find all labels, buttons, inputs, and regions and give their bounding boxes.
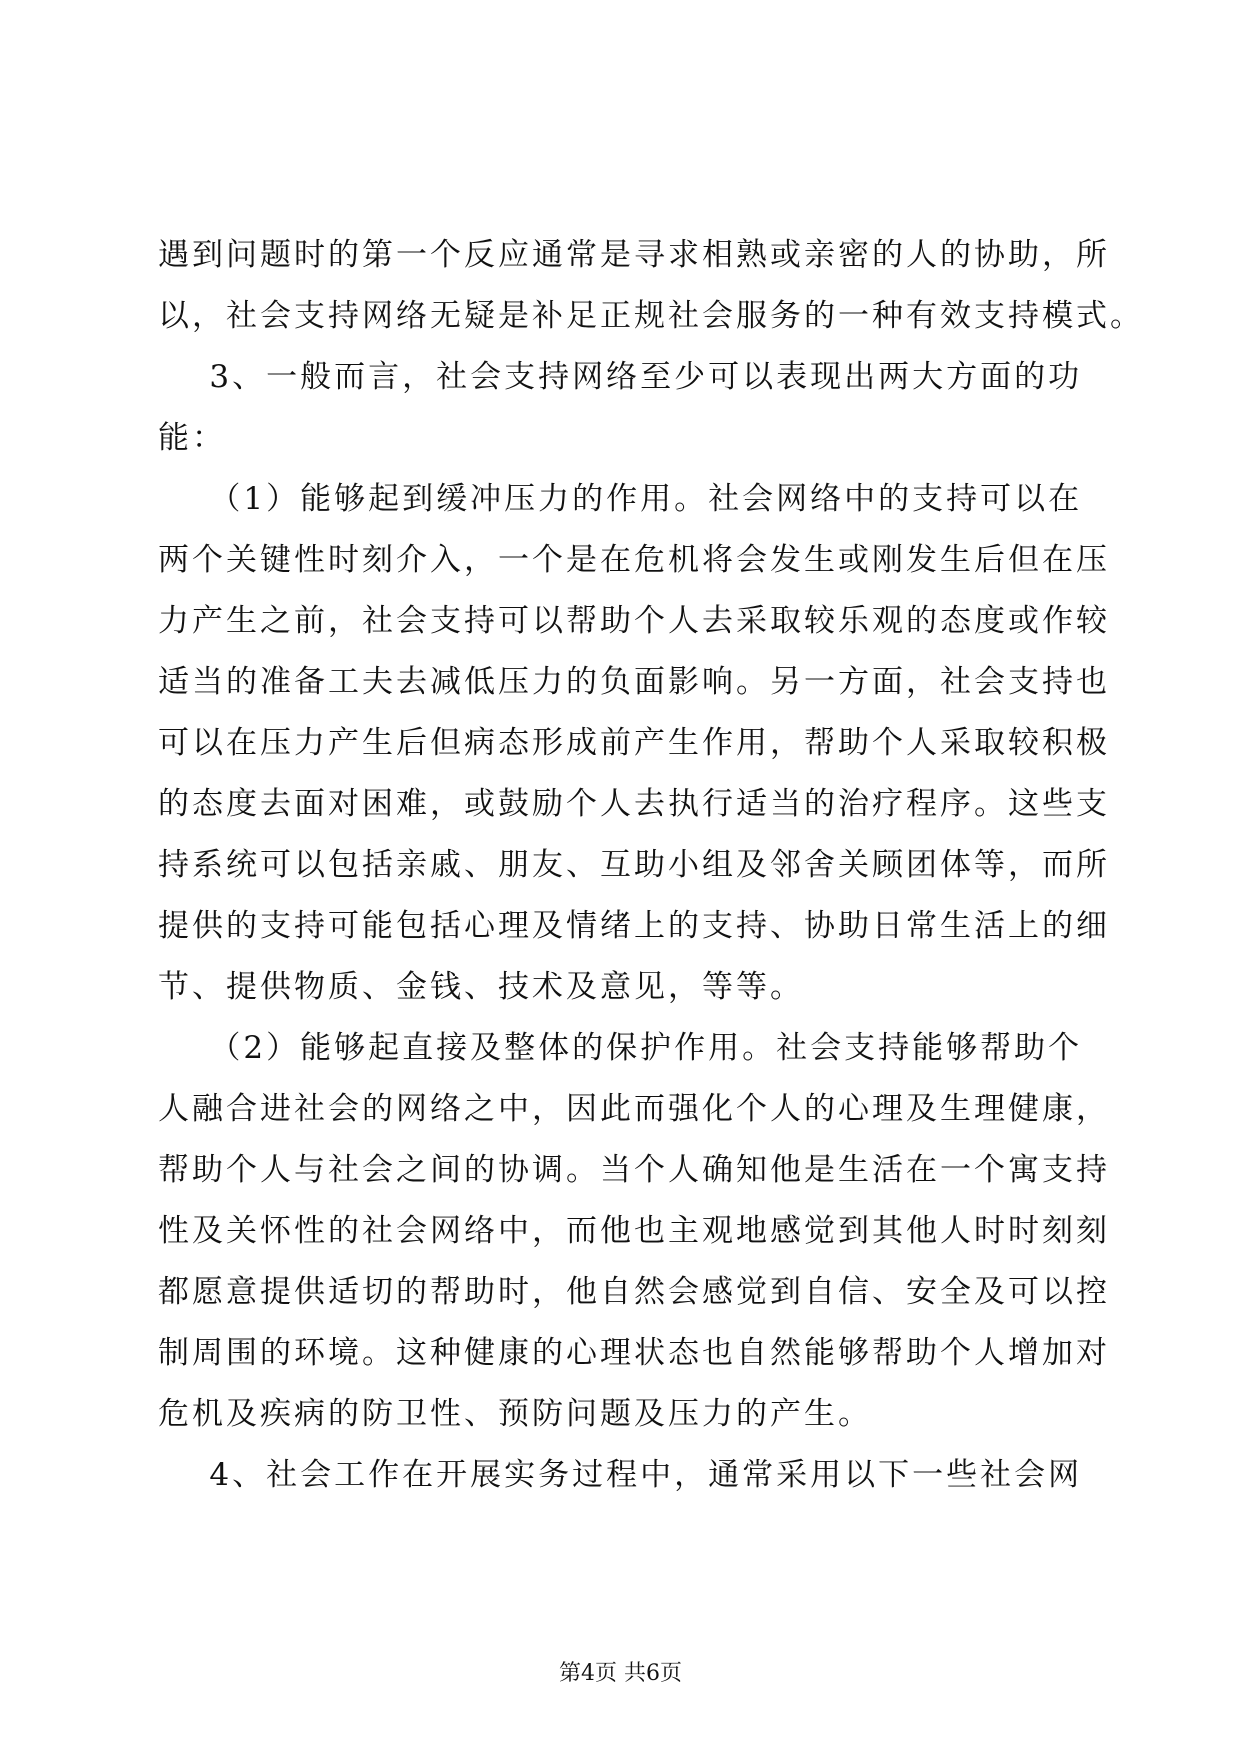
body-text	[158, 225, 1144, 1506]
text-line: 都愿意提供适切的帮助时，他自然会感觉到自信、安全及可以控	[158, 1274, 1110, 1310]
text-line: 能：	[158, 420, 226, 456]
text-line: 以，社会支持网络无疑是补足正规社会服务的一种有效支持模式。	[158, 298, 1144, 334]
text-line: 提供的支持可能包括心理及情绪上的支持、协助日常生活上的细	[158, 908, 1110, 944]
text-line: 性及关怀性的社会网络中，而他也主观地感觉到其他人时时刻刻	[158, 1213, 1110, 1249]
text-line: 帮助个人与社会之间的协调。当个人确知他是生活在一个寓支持	[158, 1152, 1110, 1188]
text-line: 两个关键性时刻介入，一个是在危机将会发生或刚发生后但在压	[158, 542, 1110, 578]
text-line: 4、社会工作在开展实务过程中，通常采用以下一些社会网	[158, 1457, 1083, 1493]
text-line: （1）能够起到缓冲压力的作用。社会网络中的支持可以在	[158, 481, 1083, 517]
text-line: 持系统可以包括亲戚、朋友、互助小组及邻舍关顾团体等，而所	[158, 847, 1110, 883]
text-line: 遇到问题时的第一个反应通常是寻求相熟或亲密的人的协助，所	[158, 237, 1110, 273]
text-line: 人融合进社会的网络之中，因此而强化个人的心理及生理健康，	[158, 1091, 1110, 1127]
text-line: 节、提供物质、金钱、技术及意见，等等。	[158, 969, 804, 1005]
text-line: 危机及疾病的防卫性、预防问题及压力的产生。	[158, 1396, 872, 1432]
text-line: 力产生之前，社会支持可以帮助个人去采取较乐观的态度或作较	[158, 603, 1110, 639]
page-number-footer: 第4页 共6页	[559, 1661, 682, 1686]
text-line: 的态度去面对困难，或鼓励个人去执行适当的治疗程序。这些支	[158, 786, 1110, 822]
text-line: （2）能够起直接及整体的保护作用。社会支持能够帮助个	[158, 1030, 1083, 1066]
text-line: 可以在压力产生后但病态形成前产生作用，帮助个人采取较积极	[158, 725, 1110, 761]
text-line: 适当的准备工夫去减低压力的负面影响。另一方面，社会支持也	[158, 664, 1110, 700]
text-line: 制周围的环境。这种健康的心理状态也自然能够帮助个人增加对	[158, 1335, 1110, 1371]
text-line: 3、一般而言，社会支持网络至少可以表现出两大方面的功	[158, 359, 1083, 395]
